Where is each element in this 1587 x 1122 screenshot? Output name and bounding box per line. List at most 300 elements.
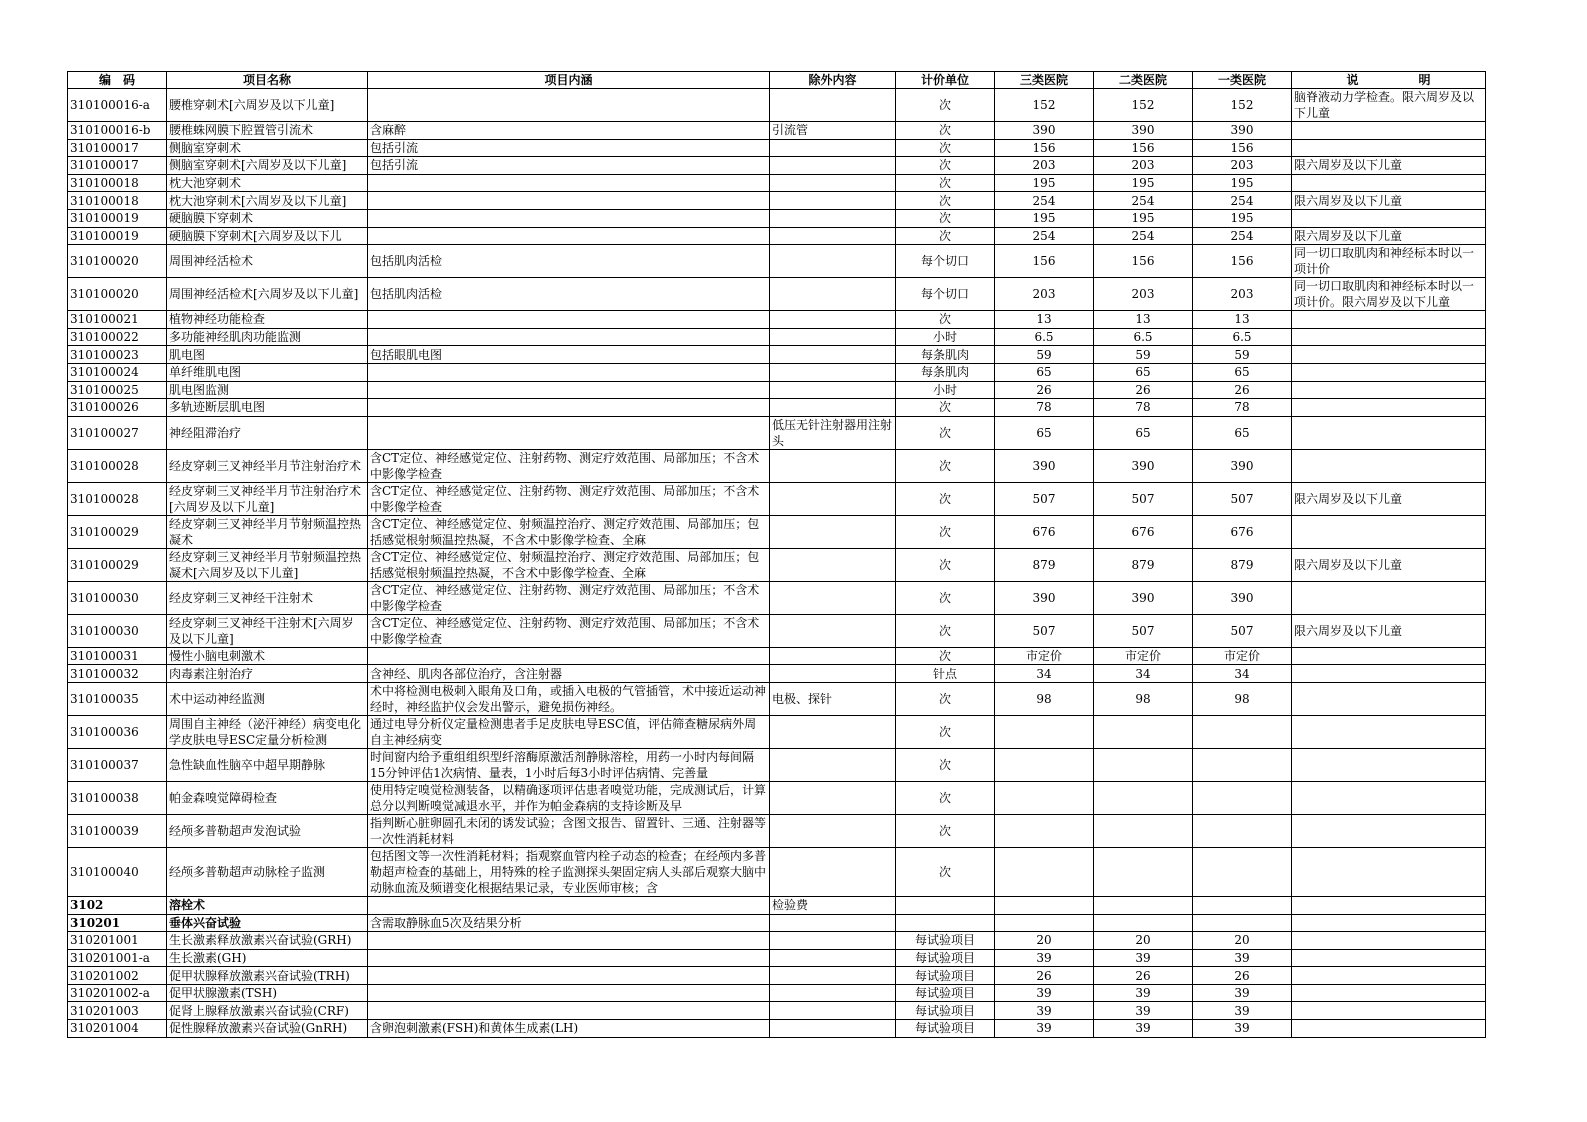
class2-price-cell: 39 xyxy=(1094,984,1193,1002)
table-row xyxy=(68,227,1486,245)
class1-price-cell: 26 xyxy=(1193,967,1292,985)
class1-price-cell: 152 xyxy=(1193,89,1292,122)
class1-price-cell xyxy=(1193,914,1292,932)
table-row xyxy=(68,847,1486,896)
class2-price-cell: 39 xyxy=(1094,1020,1193,1038)
unit-cell: 次 xyxy=(896,847,995,896)
content-cell xyxy=(368,932,770,950)
class1-price-cell xyxy=(1193,847,1292,896)
exclusion-cell xyxy=(770,157,896,175)
content-cell xyxy=(368,363,770,381)
name-cell: 生长激素(GH) xyxy=(167,949,368,967)
name-cell: 促甲状腺释放激素兴奋试验(TRH) xyxy=(167,967,368,985)
table-row xyxy=(68,614,1486,647)
exclusion-cell xyxy=(770,278,896,311)
unit-cell: 次 xyxy=(896,614,995,647)
class3-price-cell: 390 xyxy=(995,449,1094,482)
code-cell: 310100028 xyxy=(68,449,167,482)
name-cell: 经皮穿刺三叉神经半月节注射治疗术[六周岁及以下儿童] xyxy=(167,482,368,515)
class2-price-cell: 152 xyxy=(1094,89,1193,122)
class1-price-cell: 20 xyxy=(1193,932,1292,950)
class2-price-cell: 390 xyxy=(1094,449,1193,482)
table-row xyxy=(68,416,1486,449)
content-cell: 包括图文等一次性消耗材料；指观察血管内栓子动态的检查；在经颅内多普勒超声检查的基础上，用特殊的栓子监测探头架固定病人头部后观察大脑中动脉血流及频谱变化根据结果记录，专业医师审核；含 xyxy=(368,847,770,896)
name-cell: 腰椎穿刺术[六周岁及以下儿童] xyxy=(167,89,368,122)
content-cell: 含CT定位、神经感觉定位、注射药物、测定疗效范围、局部加压；不含术中影像学检查 xyxy=(368,581,770,614)
code-cell: 310201003 xyxy=(68,1002,167,1020)
unit-cell: 次 xyxy=(896,122,995,140)
table-row xyxy=(68,781,1486,814)
note-cell xyxy=(1292,1002,1486,1020)
content-cell xyxy=(368,89,770,122)
class3-price-cell: 390 xyxy=(995,122,1094,140)
class2-price-cell xyxy=(1094,781,1193,814)
exclusion-cell xyxy=(770,209,896,227)
content-cell: 指判断心脏卵圆孔未闭的诱发试验；含图文报告、留置针、三通、注射器等一次性消耗材料 xyxy=(368,814,770,847)
unit-cell: 次 xyxy=(896,581,995,614)
exclusion-cell xyxy=(770,932,896,950)
note-cell xyxy=(1292,581,1486,614)
name-cell: 经颅多普勒超声动脉栓子监测 xyxy=(167,847,368,896)
code-cell: 310100016-a xyxy=(68,89,167,122)
unit-cell xyxy=(896,896,995,914)
unit-cell: 次 xyxy=(896,449,995,482)
exclusion-cell xyxy=(770,311,896,329)
code-cell: 310100025 xyxy=(68,381,167,399)
class3-price-cell: 203 xyxy=(995,157,1094,175)
exclusion-cell xyxy=(770,984,896,1002)
content-cell: 含卵泡刺激素(FSH)和黄体生成素(LH) xyxy=(368,1020,770,1038)
note-cell xyxy=(1292,949,1486,967)
class2-price-cell: 507 xyxy=(1094,482,1193,515)
code-cell: 310100024 xyxy=(68,363,167,381)
content-cell xyxy=(368,416,770,449)
content-cell: 包括肌肉活检 xyxy=(368,245,770,278)
unit-cell: 每个切口 xyxy=(896,245,995,278)
code-cell: 310100036 xyxy=(68,715,167,748)
exclusion-cell xyxy=(770,914,896,932)
note-cell xyxy=(1292,311,1486,329)
class1-price-cell xyxy=(1193,781,1292,814)
class3-price-cell: 507 xyxy=(995,482,1094,515)
table-row xyxy=(68,1020,1486,1038)
table-row xyxy=(68,328,1486,346)
class3-price-cell: 195 xyxy=(995,209,1094,227)
content-cell xyxy=(368,896,770,914)
code-cell: 310100016-b xyxy=(68,122,167,140)
class2-price-cell: 195 xyxy=(1094,174,1193,192)
table-row xyxy=(68,967,1486,985)
class1-price-cell xyxy=(1193,715,1292,748)
exclusion-cell xyxy=(770,581,896,614)
note-cell xyxy=(1292,328,1486,346)
class3-price-cell: 254 xyxy=(995,192,1094,210)
note-cell xyxy=(1292,682,1486,715)
table-row xyxy=(68,245,1486,278)
unit-cell: 针点 xyxy=(896,665,995,683)
class2-price-cell: 254 xyxy=(1094,192,1193,210)
note-cell xyxy=(1292,363,1486,381)
note-cell: 限六周岁及以下儿童 xyxy=(1292,548,1486,581)
class3-price-cell: 39 xyxy=(995,1020,1094,1038)
unit-cell: 次 xyxy=(896,748,995,781)
header-row xyxy=(68,72,1486,89)
note-cell xyxy=(1292,449,1486,482)
name-cell: 肌电图 xyxy=(167,346,368,364)
code-cell: 310100035 xyxy=(68,682,167,715)
class1-price-cell xyxy=(1193,896,1292,914)
code-cell: 3102 xyxy=(68,896,167,914)
table-row xyxy=(68,914,1486,932)
class2-price-cell: 26 xyxy=(1094,381,1193,399)
class3-price-cell xyxy=(995,896,1094,914)
class2-price-cell xyxy=(1094,847,1193,896)
content-cell: 含CT定位、神经感觉定位、射频温控治疗、测定疗效范围、局部加压；包括感觉根射频温控热凝，不含术中影像学检查、全麻 xyxy=(368,515,770,548)
content-cell: 含CT定位、神经感觉定位、注射药物、测定疗效范围、局部加压；不含术中影像学检查 xyxy=(368,614,770,647)
unit-cell: 次 xyxy=(896,548,995,581)
exclusion-cell: 检验费 xyxy=(770,896,896,914)
class3-price-cell xyxy=(995,748,1094,781)
class2-price-cell: 203 xyxy=(1094,278,1193,311)
content-cell: 含CT定位、神经感觉定位、注射药物、测定疗效范围、局部加压；不含术中影像学检查 xyxy=(368,449,770,482)
class1-price-cell: 156 xyxy=(1193,245,1292,278)
class1-price-cell: 39 xyxy=(1193,1002,1292,1020)
note-cell xyxy=(1292,932,1486,950)
table-row xyxy=(68,363,1486,381)
header-content: 项目内涵 xyxy=(368,72,770,89)
class1-price-cell xyxy=(1193,814,1292,847)
content-cell xyxy=(368,381,770,399)
class3-price-cell: 65 xyxy=(995,416,1094,449)
exclusion-cell xyxy=(770,967,896,985)
class2-price-cell: 390 xyxy=(1094,581,1193,614)
exclusion-cell xyxy=(770,515,896,548)
class2-price-cell: 13 xyxy=(1094,311,1193,329)
note-cell xyxy=(1292,647,1486,665)
content-cell xyxy=(368,1002,770,1020)
unit-cell: 次 xyxy=(896,311,995,329)
class1-price-cell: 34 xyxy=(1193,665,1292,683)
table-row xyxy=(68,715,1486,748)
class2-price-cell xyxy=(1094,914,1193,932)
class1-price-cell: 195 xyxy=(1193,209,1292,227)
code-cell: 310100026 xyxy=(68,399,167,417)
table-row xyxy=(68,647,1486,665)
code-cell: 310100023 xyxy=(68,346,167,364)
class3-price-cell xyxy=(995,781,1094,814)
name-cell: 神经阻滞治疗 xyxy=(167,416,368,449)
class3-price-cell xyxy=(995,715,1094,748)
class2-price-cell: 59 xyxy=(1094,346,1193,364)
table-row xyxy=(68,665,1486,683)
code-cell: 310100018 xyxy=(68,174,167,192)
class1-price-cell: 390 xyxy=(1193,122,1292,140)
class3-price-cell: 195 xyxy=(995,174,1094,192)
unit-cell: 次 xyxy=(896,781,995,814)
class3-price-cell xyxy=(995,914,1094,932)
table-row xyxy=(68,311,1486,329)
class2-price-cell: 34 xyxy=(1094,665,1193,683)
class1-price-cell: 65 xyxy=(1193,416,1292,449)
unit-cell: 每试验项目 xyxy=(896,1002,995,1020)
content-cell: 含麻醉 xyxy=(368,122,770,140)
content-cell xyxy=(368,984,770,1002)
name-cell: 经颅多普勒超声发泡试验 xyxy=(167,814,368,847)
name-cell: 经皮穿刺三叉神经干注射术[六周岁及以下儿童] xyxy=(167,614,368,647)
note-cell xyxy=(1292,847,1486,896)
unit-cell: 次 xyxy=(896,209,995,227)
class2-price-cell: 507 xyxy=(1094,614,1193,647)
unit-cell: 次 xyxy=(896,515,995,548)
exclusion-cell xyxy=(770,1020,896,1038)
class2-price-cell: 203 xyxy=(1094,157,1193,175)
name-cell: 经皮穿刺三叉神经半月节射频温控热凝术 xyxy=(167,515,368,548)
note-cell xyxy=(1292,416,1486,449)
class3-price-cell xyxy=(995,814,1094,847)
name-cell: 枕大池穿刺术 xyxy=(167,174,368,192)
class3-price-cell: 78 xyxy=(995,399,1094,417)
class1-price-cell: 507 xyxy=(1193,614,1292,647)
content-cell: 含需取静脉血5次及结果分析 xyxy=(368,914,770,932)
table-row xyxy=(68,682,1486,715)
exclusion-cell xyxy=(770,89,896,122)
name-cell: 周围自主神经（泌汗神经）病变电化学皮肤电导ESC定量分析检测 xyxy=(167,715,368,748)
exclusion-cell xyxy=(770,949,896,967)
code-cell: 310100020 xyxy=(68,245,167,278)
code-cell: 310201001 xyxy=(68,932,167,950)
class3-price-cell: 6.5 xyxy=(995,328,1094,346)
name-cell: 多轨迹断层肌电图 xyxy=(167,399,368,417)
name-cell: 经皮穿刺三叉神经半月节注射治疗术 xyxy=(167,449,368,482)
content-cell: 通过电导分析仪定量检测患者手足皮肤电导ESC值，评估筛查糖尿病外周自主神经病变 xyxy=(368,715,770,748)
name-cell: 垂体兴奋试验 xyxy=(167,914,368,932)
class3-price-cell: 254 xyxy=(995,227,1094,245)
header-exclusions: 除外内容 xyxy=(770,72,896,89)
unit-cell: 每试验项目 xyxy=(896,1020,995,1038)
table-row xyxy=(68,984,1486,1002)
name-cell: 经皮穿刺三叉神经干注射术 xyxy=(167,581,368,614)
class1-price-cell: 65 xyxy=(1193,363,1292,381)
code-cell: 310100019 xyxy=(68,209,167,227)
code-cell: 310100020 xyxy=(68,278,167,311)
name-cell: 植物神经功能检查 xyxy=(167,311,368,329)
unit-cell: 次 xyxy=(896,682,995,715)
code-cell: 310100029 xyxy=(68,515,167,548)
class3-price-cell: 676 xyxy=(995,515,1094,548)
exclusion-cell: 低压无针注射器用注射头 xyxy=(770,416,896,449)
name-cell: 周围神经活检术[六周岁及以下儿童] xyxy=(167,278,368,311)
unit-cell: 每试验项目 xyxy=(896,984,995,1002)
class2-price-cell: 98 xyxy=(1094,682,1193,715)
class2-price-cell: 156 xyxy=(1094,139,1193,157)
class3-price-cell xyxy=(995,847,1094,896)
table-row xyxy=(68,278,1486,311)
content-cell: 包括引流 xyxy=(368,139,770,157)
class3-price-cell: 26 xyxy=(995,967,1094,985)
class1-price-cell: 市定价 xyxy=(1193,647,1292,665)
header-notes: 说 明 xyxy=(1292,72,1486,89)
name-cell: 慢性小脑电刺激术 xyxy=(167,647,368,665)
table-row xyxy=(68,581,1486,614)
content-cell xyxy=(368,311,770,329)
class1-price-cell: 59 xyxy=(1193,346,1292,364)
class2-price-cell: 65 xyxy=(1094,363,1193,381)
code-cell: 310100028 xyxy=(68,482,167,515)
class2-price-cell: 65 xyxy=(1094,416,1193,449)
name-cell: 肌电图监测 xyxy=(167,381,368,399)
class1-price-cell: 507 xyxy=(1193,482,1292,515)
content-cell xyxy=(368,328,770,346)
code-cell: 310100031 xyxy=(68,647,167,665)
unit-cell: 每条肌肉 xyxy=(896,346,995,364)
name-cell: 经皮穿刺三叉神经半月节射频温控热凝术[六周岁及以下儿童] xyxy=(167,548,368,581)
note-cell: 限六周岁及以下儿童 xyxy=(1292,614,1486,647)
content-cell: 术中将检测电极刺入眼角及口角，或插入电极的气管插管，术中接近运动神经时，神经监护仪会发出警示，避免损伤神经。 xyxy=(368,682,770,715)
code-cell: 310201001-a xyxy=(68,949,167,967)
exclusion-cell xyxy=(770,614,896,647)
class2-price-cell: 78 xyxy=(1094,399,1193,417)
class3-price-cell: 34 xyxy=(995,665,1094,683)
note-cell xyxy=(1292,665,1486,683)
note-cell xyxy=(1292,209,1486,227)
class1-price-cell: 390 xyxy=(1193,449,1292,482)
code-cell: 310100030 xyxy=(68,614,167,647)
exclusion-cell xyxy=(770,399,896,417)
exclusion-cell: 电极、探针 xyxy=(770,682,896,715)
code-cell: 310100027 xyxy=(68,416,167,449)
class1-price-cell: 879 xyxy=(1193,548,1292,581)
code-cell: 310100039 xyxy=(68,814,167,847)
content-cell xyxy=(368,399,770,417)
exclusion-cell xyxy=(770,748,896,781)
exclusion-cell xyxy=(770,449,896,482)
note-cell xyxy=(1292,715,1486,748)
code-cell: 310201002-a xyxy=(68,984,167,1002)
note-cell xyxy=(1292,896,1486,914)
exclusion-cell xyxy=(770,548,896,581)
class3-price-cell: 203 xyxy=(995,278,1094,311)
code-cell: 310201 xyxy=(68,914,167,932)
name-cell: 腰椎蛛网膜下腔置管引流术 xyxy=(167,122,368,140)
class1-price-cell: 26 xyxy=(1193,381,1292,399)
exclusion-cell: 引流管 xyxy=(770,122,896,140)
exclusion-cell xyxy=(770,781,896,814)
content-cell xyxy=(368,192,770,210)
code-cell: 310201004 xyxy=(68,1020,167,1038)
class3-price-cell: 59 xyxy=(995,346,1094,364)
note-cell xyxy=(1292,1020,1486,1038)
note-cell: 限六周岁及以下儿童 xyxy=(1292,157,1486,175)
table-row xyxy=(68,139,1486,157)
exclusion-cell xyxy=(770,139,896,157)
content-cell xyxy=(368,227,770,245)
name-cell: 枕大池穿刺术[六周岁及以下儿童] xyxy=(167,192,368,210)
name-cell: 溶栓术 xyxy=(167,896,368,914)
name-cell: 硬脑膜下穿刺术 xyxy=(167,209,368,227)
class1-price-cell: 6.5 xyxy=(1193,328,1292,346)
name-cell: 急性缺血性脑卒中超早期静脉 xyxy=(167,748,368,781)
table-row xyxy=(68,515,1486,548)
class2-price-cell xyxy=(1094,715,1193,748)
content-cell xyxy=(368,209,770,227)
class2-price-cell: 156 xyxy=(1094,245,1193,278)
content-cell: 含CT定位、神经感觉定位、注射药物、测定疗效范围、局部加压；不含术中影像学检查 xyxy=(368,482,770,515)
class2-price-cell: 6.5 xyxy=(1094,328,1193,346)
unit-cell: 次 xyxy=(896,647,995,665)
header-unit: 计价单位 xyxy=(896,72,995,89)
class2-price-cell: 26 xyxy=(1094,967,1193,985)
class3-price-cell: 26 xyxy=(995,381,1094,399)
unit-cell: 每个切口 xyxy=(896,278,995,311)
name-cell: 多功能神经肌肉功能监测 xyxy=(167,328,368,346)
exclusion-cell xyxy=(770,381,896,399)
table-row xyxy=(68,89,1486,122)
content-cell: 含CT定位、神经感觉定位、射频温控治疗、测定疗效范围、局部加压；包括感觉根射频温控热凝，不含术中影像学检查、全麻 xyxy=(368,548,770,581)
class1-price-cell: 676 xyxy=(1193,515,1292,548)
class1-price-cell: 203 xyxy=(1193,157,1292,175)
name-cell: 促性腺释放激素兴奋试验(GnRH) xyxy=(167,1020,368,1038)
unit-cell: 次 xyxy=(896,715,995,748)
exclusion-cell xyxy=(770,665,896,683)
code-cell: 310201002 xyxy=(68,967,167,985)
class3-price-cell: 39 xyxy=(995,1002,1094,1020)
unit-cell: 次 xyxy=(896,399,995,417)
note-cell xyxy=(1292,381,1486,399)
exclusion-cell xyxy=(770,174,896,192)
class1-price-cell: 13 xyxy=(1193,311,1292,329)
unit-cell: 小时 xyxy=(896,381,995,399)
code-cell: 310100038 xyxy=(68,781,167,814)
exclusion-cell xyxy=(770,1002,896,1020)
table-row xyxy=(68,814,1486,847)
code-cell: 310100017 xyxy=(68,157,167,175)
unit-cell: 次 xyxy=(896,482,995,515)
unit-cell: 次 xyxy=(896,174,995,192)
header-name: 项目名称 xyxy=(167,72,368,89)
unit-cell: 次 xyxy=(896,139,995,157)
note-cell: 脑脊液动力学检查。限六周岁及以下儿童 xyxy=(1292,89,1486,122)
class3-price-cell: 879 xyxy=(995,548,1094,581)
note-cell xyxy=(1292,748,1486,781)
name-cell: 周围神经活检术 xyxy=(167,245,368,278)
class3-price-cell: 65 xyxy=(995,363,1094,381)
unit-cell: 每试验项目 xyxy=(896,949,995,967)
header-class1-hospital: 一类医院 xyxy=(1193,72,1292,89)
content-cell xyxy=(368,174,770,192)
exclusion-cell xyxy=(770,482,896,515)
exclusion-cell xyxy=(770,647,896,665)
class3-price-cell: 市定价 xyxy=(995,647,1094,665)
name-cell: 术中运动神经监测 xyxy=(167,682,368,715)
class2-price-cell: 676 xyxy=(1094,515,1193,548)
name-cell: 侧脑室穿刺术[六周岁及以下儿童] xyxy=(167,157,368,175)
note-cell: 限六周岁及以下儿童 xyxy=(1292,482,1486,515)
content-cell xyxy=(368,647,770,665)
code-cell: 310100037 xyxy=(68,748,167,781)
content-cell xyxy=(368,967,770,985)
class1-price-cell: 390 xyxy=(1193,581,1292,614)
class1-price-cell: 156 xyxy=(1193,139,1292,157)
table-row xyxy=(68,449,1486,482)
unit-cell: 次 xyxy=(896,89,995,122)
class3-price-cell: 156 xyxy=(995,245,1094,278)
table-row xyxy=(68,949,1486,967)
note-cell xyxy=(1292,139,1486,157)
unit-cell: 每条肌肉 xyxy=(896,363,995,381)
class2-price-cell: 390 xyxy=(1094,122,1193,140)
table-row xyxy=(68,174,1486,192)
exclusion-cell xyxy=(770,363,896,381)
